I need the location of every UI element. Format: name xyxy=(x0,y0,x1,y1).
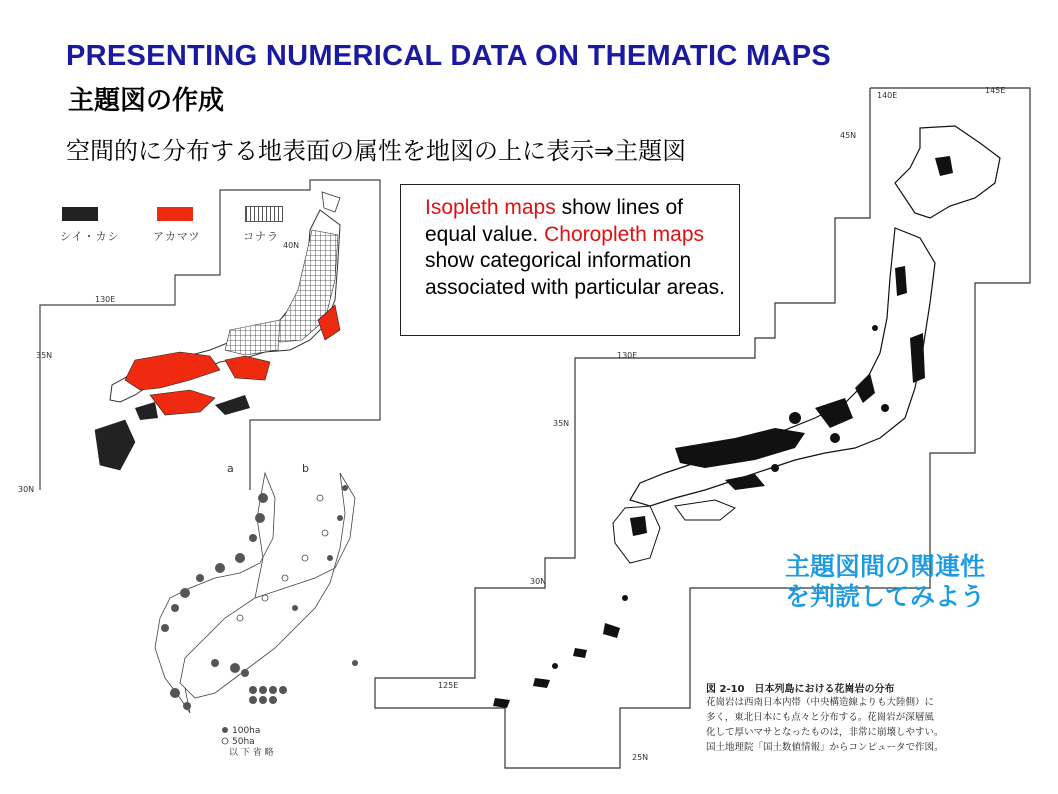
callout-line-1: 主題図間の関連性 xyxy=(785,552,986,581)
legend-swatch-akamatsu xyxy=(157,207,193,221)
page-title-japanese: 主題図の作成 xyxy=(68,86,225,116)
granite-map-caption xyxy=(706,680,1016,755)
vegetation-map-label-35n: 35N xyxy=(36,351,53,360)
dot-maps xyxy=(145,458,385,763)
granite-map-label-25n: 25N xyxy=(632,753,649,762)
dot-map-panel-b-label: b xyxy=(302,462,309,475)
term-isopleth: Isopleth maps xyxy=(425,196,556,219)
dot-legend-50ha: 50ha xyxy=(232,737,255,747)
dot-maps-drawing xyxy=(145,458,385,763)
vegetation-map-label-130e: 130E xyxy=(95,295,116,304)
granite-map-label-35n: 35N xyxy=(553,419,570,428)
choropleth-definition: show categorical information associated with particular areas. xyxy=(425,249,725,299)
legend-label-konara: コナラ xyxy=(243,230,279,243)
term-choropleth: Choropleth maps xyxy=(544,222,705,246)
vegetation-map-label-30n: 30N xyxy=(18,485,35,494)
caption-title: 図 2-10 日本列島における花崗岩の分布 xyxy=(706,684,895,695)
dot-legend-100ha: 100ha xyxy=(232,726,261,736)
granite-map-label-45n: 45N xyxy=(840,131,857,140)
granite-map-label-140e: 140E xyxy=(877,91,898,100)
granite-map-label-30n: 30N xyxy=(530,577,547,586)
caption-line: 花崗岩は西南日本内帯（中央構造線よりも大陸側）に xyxy=(706,697,935,708)
isopleth-definition: show lines of equal value. xyxy=(425,196,683,246)
dot-legend-omitted: 以 下 省 略 xyxy=(229,748,274,758)
legend-label-shii-kashi: シイ・カシ xyxy=(60,230,120,243)
granite-map xyxy=(375,88,1050,778)
caption-line: 国土地理院「国土数値情報」からコンピュータで作図。 xyxy=(706,742,944,753)
granite-map-label-130e: 130E xyxy=(617,351,638,360)
legend-label-akamatsu: アカマツ xyxy=(153,230,201,243)
callout-text xyxy=(785,552,985,612)
callout-line-2: を判読してみよう xyxy=(785,582,986,611)
granite-map-label-125e: 125E xyxy=(438,681,459,690)
page-title: PRESENTING NUMERICAL DATA ON THEMATIC MAPS xyxy=(66,40,831,72)
dot-map-panel-a-label: a xyxy=(227,462,234,475)
caption-line: 化して厚いマサとなったものは，非常に崩壊しやすい。 xyxy=(706,727,944,738)
granite-map-label-145e: 145E xyxy=(985,86,1006,95)
granite-map-drawing xyxy=(375,88,1050,778)
page-subtitle: 空間的に分布する地表面の属性を地図の上に表示⇒主題図 xyxy=(66,137,687,165)
legend-swatch-konara xyxy=(246,207,282,221)
legend-swatch-shii-kashi xyxy=(62,207,98,221)
vegetation-map-label-40n: 40N xyxy=(283,241,300,250)
caption-line: 多く，東北日本にも点々と分布する。花崗岩が深層風 xyxy=(706,712,934,723)
